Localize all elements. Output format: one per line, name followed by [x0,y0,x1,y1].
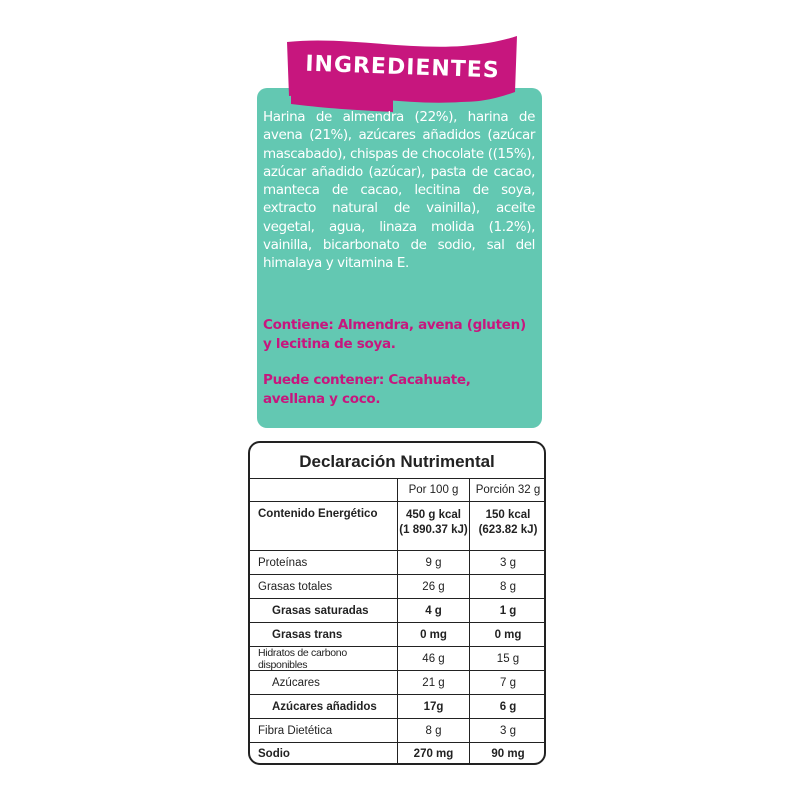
energy-label: Contenido Energético [250,502,398,550]
row-per100: 8 g [398,719,470,742]
table-row-energy [250,502,544,551]
contains-allergens: Contiene: Almendra, avena (gluten) y lecitina de soya. [263,317,526,352]
row-per100: 17g [398,695,470,718]
row-portion: 0 mg [494,628,522,641]
energy-per100-kj: (1 890.37 kJ) [399,524,468,536]
row-label: Azúcares [250,671,398,694]
row-portion: 3 g [500,556,516,569]
energy-per100-cell [398,502,470,550]
row-label: Fibra Dietética [250,719,398,742]
row-per100: 21 g [398,671,470,694]
row-label: Azúcares añadidos [250,695,398,718]
row-portion: 15 g [496,652,520,665]
ingredients-text: Harina de almendra (22%), harina de avena (21%), azúcares añadidos (azúcar mascabado), chispas de chocolate ((15%), azúcar añadido (azúcar), pasta de cacao, manteca de cacao, lecitina de soya, extracto natural de vainilla), aceite vegetal, agua, linaza molida (1.2%), vainilla, bicarbonato de sodio, sal del himalaya y vitamina E. [263,109,535,272]
row-portion: 1 g [499,604,517,617]
row-per100: 270 mg [398,743,470,765]
energy-portion-cell [470,502,546,550]
row-portion: 8 g [500,580,516,593]
may-contain-allergens: Puede contener: Cacahuate, avellana y coco. [263,372,471,407]
row-label: Grasas saturadas [250,599,398,622]
table-row [250,647,544,671]
row-label: Proteínas [250,551,398,574]
row-label: Hidratos de carbono disponibles [250,647,398,670]
header-per100: Por 100 g [398,479,470,501]
row-per100: 0 mg [398,623,470,646]
row-label: Grasas trans [250,623,398,646]
table-header-row [250,479,544,502]
row-per100: 4 g [398,599,470,622]
ingredients-heading: INGREDIENTES [304,51,501,84]
header-empty-cell [250,479,398,501]
table-row [250,575,544,599]
table-row [250,695,544,719]
table-row [250,743,544,765]
nutrition-table [248,441,546,765]
row-portion: 6 g [499,700,517,713]
energy-portion-kcal: 150 kcal [485,509,531,521]
row-per100: 26 g [398,575,470,598]
row-portion: 90 mg [491,748,525,760]
row-portion: 3 g [500,724,516,737]
row-label: Sodio [250,743,398,765]
row-per100: 9 g [398,551,470,574]
table-row [250,599,544,623]
row-portion: 7 g [500,676,516,689]
energy-per100-kcal: 450 g kcal [406,509,461,521]
header-portion: Porción 32 g [475,484,541,496]
table-row [250,623,544,647]
energy-portion-kj: (623.82 kJ) [478,524,538,536]
table-row [250,551,544,575]
table-row [250,719,544,743]
nutrition-title: Declaración Nutrimental [250,443,544,479]
row-per100: 46 g [398,647,470,670]
row-label: Grasas totales [250,575,398,598]
table-row [250,671,544,695]
